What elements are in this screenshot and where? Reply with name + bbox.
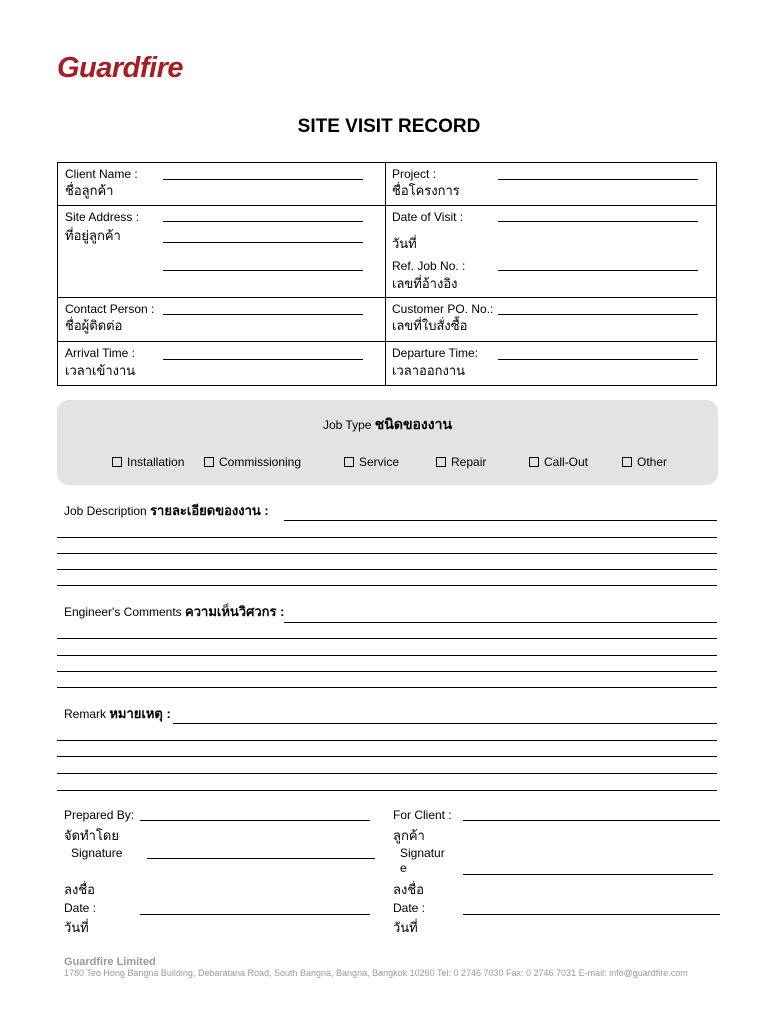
contact-person-field[interactable] bbox=[163, 314, 363, 315]
date-right-field[interactable] bbox=[463, 914, 720, 915]
project-cell bbox=[386, 163, 717, 206]
prepared-by-label: Prepared By: bbox=[64, 808, 135, 822]
project-field[interactable] bbox=[498, 179, 698, 180]
date-of-visit-label: Date of Visit : bbox=[392, 210, 464, 224]
contact-person-cell bbox=[58, 298, 386, 342]
job-description-line-1[interactable] bbox=[284, 520, 717, 521]
ref-job-no-label: Ref. Job No. : bbox=[392, 259, 466, 273]
project-label-th: ชื่อโครงการ bbox=[392, 183, 460, 198]
arrival-time-field[interactable] bbox=[163, 359, 363, 360]
signature-left-field[interactable] bbox=[147, 858, 375, 859]
engineer-comments-line-1[interactable] bbox=[284, 622, 717, 623]
prepared-by-label-th: จัดทำโดย bbox=[64, 828, 119, 843]
site-address-label-th: ที่อยู่ลูกค้า bbox=[65, 228, 121, 243]
client-name-label-th: ชื่อลูกค้า bbox=[65, 183, 114, 198]
departure-time-cell bbox=[386, 342, 717, 386]
job-type-repair[interactable] bbox=[436, 455, 486, 469]
date-left-label: Date : bbox=[64, 901, 97, 915]
site-info-table bbox=[57, 162, 717, 386]
date-right-label-th: วันที่ bbox=[393, 920, 418, 935]
job-type-service[interactable] bbox=[344, 455, 399, 469]
ref-job-no-label-th: เลขที่อ้างอิง bbox=[392, 276, 458, 291]
job-type-label-th: ชนิดของงาน bbox=[374, 416, 453, 432]
contact-person-label-th: ชื่อผู้ติดต่อ bbox=[65, 318, 123, 333]
for-client-label-th: ลูกค้า bbox=[393, 828, 425, 843]
client-name-cell bbox=[58, 163, 386, 206]
site-address-field-1[interactable] bbox=[163, 221, 363, 222]
page-title: SITE VISIT RECORD bbox=[297, 116, 481, 137]
contact-person-label: Contact Person : bbox=[65, 302, 155, 316]
job-type-option-label: Other bbox=[637, 455, 668, 469]
guardfire-logo: Guardfire bbox=[57, 52, 184, 84]
job-type-option-label: Commissioning bbox=[219, 455, 302, 469]
arrival-time-label: Arrival Time : bbox=[65, 346, 136, 360]
footer-company: Guardfire Limited bbox=[64, 956, 156, 968]
site-address-field-3[interactable] bbox=[163, 270, 363, 271]
job-type-installation[interactable] bbox=[112, 455, 184, 469]
remark-line-1[interactable] bbox=[173, 723, 717, 724]
site-address-label: Site Address : bbox=[65, 210, 140, 224]
checkbox-icon[interactable] bbox=[112, 457, 122, 467]
checkbox-icon[interactable] bbox=[622, 457, 632, 467]
remark-line-5[interactable] bbox=[57, 790, 717, 791]
date-left-field[interactable] bbox=[140, 914, 370, 915]
engineer-comments-label: Engineer's Comments bbox=[64, 605, 182, 619]
engineer-comments-line-2[interactable] bbox=[57, 638, 717, 639]
signature-right-label: Signatur e bbox=[400, 846, 445, 875]
remark-heading bbox=[64, 703, 171, 724]
ref-job-no-field[interactable] bbox=[498, 270, 698, 271]
departure-time-label-th: เวลาออกงาน bbox=[392, 363, 466, 378]
site-address-cell bbox=[58, 206, 386, 298]
job-type-label: Job Type bbox=[322, 418, 372, 432]
engineer-comments-line-4[interactable] bbox=[57, 671, 717, 672]
remark-line-4[interactable] bbox=[57, 773, 717, 774]
job-type-panel bbox=[57, 400, 718, 485]
remark-label: Remark bbox=[64, 707, 107, 721]
job-type-option-label: Installation bbox=[127, 455, 185, 469]
job-description-label: Job Description bbox=[64, 504, 147, 518]
date-ref-cell bbox=[386, 206, 717, 298]
footer-address: 1780 Teo Hong Bangna Building, Debaratana Road, South Bangna, Bangna, Bangkok 10260 Tel: 0 2746 7030 Fax: 0 2746 7031 E-mail: info@guardfire.com bbox=[64, 968, 688, 978]
date-of-visit-label-th: วันที่ bbox=[392, 236, 417, 251]
job-type-other[interactable] bbox=[622, 455, 667, 469]
customer-po-label: Customer PO. No.: bbox=[392, 302, 494, 316]
checkbox-icon[interactable] bbox=[204, 457, 214, 467]
job-description-line-4[interactable] bbox=[57, 569, 717, 570]
client-name-label: Client Name : bbox=[65, 167, 138, 181]
checkbox-icon[interactable] bbox=[529, 457, 539, 467]
job-description-label-th: รายละเอียดของงาน : bbox=[150, 503, 269, 518]
customer-po-field[interactable] bbox=[498, 314, 698, 315]
date-left-label-th: วันที่ bbox=[64, 920, 89, 935]
departure-time-field[interactable] bbox=[498, 359, 698, 360]
job-description-line-2[interactable] bbox=[57, 537, 717, 538]
job-type-option-label: Repair bbox=[451, 455, 487, 469]
checkbox-icon[interactable] bbox=[436, 457, 446, 467]
customer-po-cell bbox=[386, 298, 717, 342]
departure-time-label: Departure Time: bbox=[392, 346, 479, 360]
sign-right-label-th: ลงชื่อ bbox=[393, 882, 424, 897]
job-type-call-out[interactable] bbox=[529, 455, 588, 469]
date-right-label: Date : bbox=[393, 901, 426, 915]
customer-po-label-th: เลขที่ใบสั่งซื้อ bbox=[392, 318, 468, 333]
site-address-field-2[interactable] bbox=[163, 242, 363, 243]
engineer-comments-line-5[interactable] bbox=[57, 687, 717, 688]
job-description-line-3[interactable] bbox=[57, 553, 717, 554]
checkbox-icon[interactable] bbox=[344, 457, 354, 467]
date-of-visit-field[interactable] bbox=[498, 221, 698, 222]
remark-line-2[interactable] bbox=[57, 740, 717, 741]
signature-left-label: Signature bbox=[71, 846, 123, 860]
for-client-label: For Client : bbox=[393, 808, 452, 822]
remark-line-3[interactable] bbox=[57, 756, 717, 757]
engineer-comments-line-3[interactable] bbox=[57, 655, 717, 656]
job-type-heading bbox=[57, 414, 718, 436]
client-name-field[interactable] bbox=[163, 179, 363, 180]
job-type-option-label: Service bbox=[359, 455, 400, 469]
engineer-comments-label-th: ความเห็นวิศวกร : bbox=[185, 604, 285, 619]
job-type-option-label: Call-Out bbox=[544, 455, 589, 469]
job-description-line-5[interactable] bbox=[57, 585, 717, 586]
prepared-by-field[interactable] bbox=[140, 820, 370, 821]
for-client-field[interactable] bbox=[463, 820, 720, 821]
engineer-comments-heading bbox=[64, 601, 284, 622]
arrival-time-cell bbox=[58, 342, 386, 386]
job-description-heading bbox=[64, 500, 269, 521]
project-label: Project : bbox=[392, 167, 437, 181]
arrival-time-label-th: เวลาเข้างาน bbox=[65, 363, 136, 378]
sign-left-label-th: ลงชื่อ bbox=[64, 882, 95, 897]
remark-label-th: หมายเหตุ : bbox=[109, 706, 171, 721]
signature-right-field[interactable] bbox=[463, 874, 713, 875]
job-type-commissioning[interactable] bbox=[204, 455, 301, 469]
